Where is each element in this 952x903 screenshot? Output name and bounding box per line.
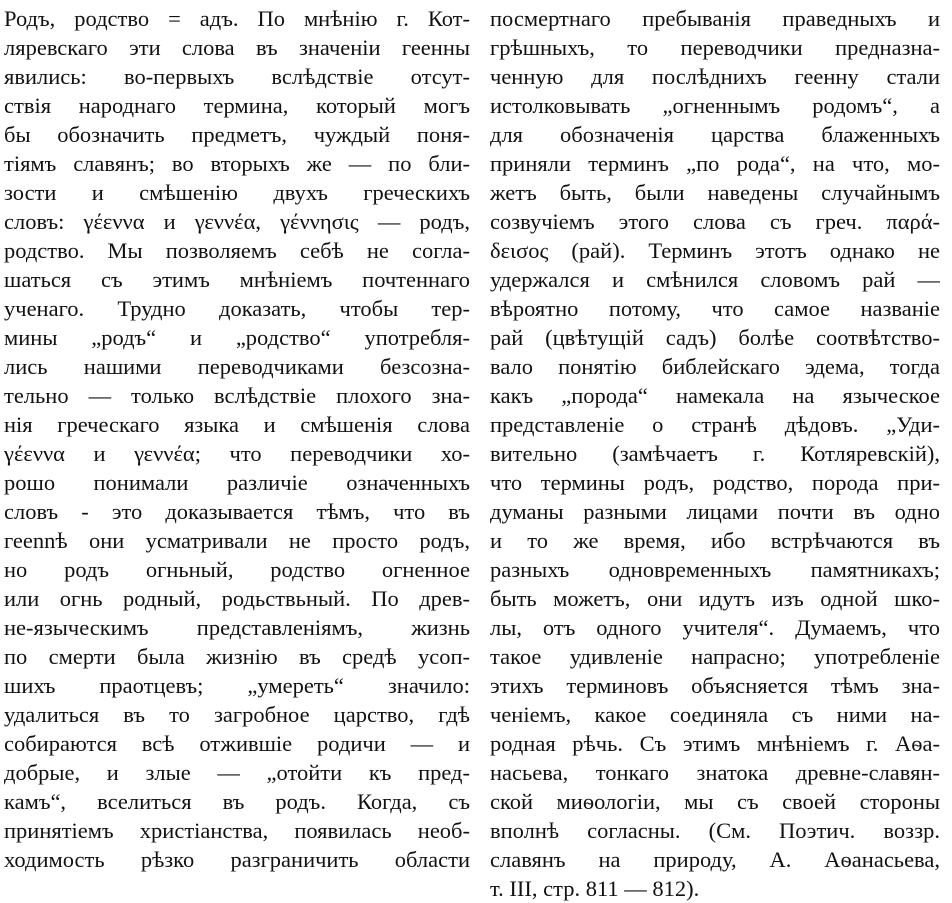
text-line: этихъ терминовъ объясняется тѣмъ зна- [490,673,940,698]
text-line: представленіе о странѣ дѣдовъ. „Уди- [490,412,940,437]
text-line: родство. Мы позволяемъ себѣ не согла- [4,238,470,263]
text-line: словъ: γέεννα и γεννέα, γέννησις — родъ, [4,209,470,234]
text-line: насьева, тонкаго знатока древне-славян- [490,760,940,785]
text-line: быть можетъ, они идутъ изъ одной шко- [490,586,940,611]
text-line: мины „родъ“ и „родство“ употребля- [4,325,470,350]
text-line: вполнѣ согласны. (См. Поэтич. воззр. [490,818,940,843]
text-line: ской миѳологіи, мы съ своей стороны [490,789,940,814]
text-line: или огнь родный, родьствьный. По древ- [4,586,470,611]
text-line: вало понятію библейскаго эдема, тогда [490,354,940,379]
text-line: родная рѣчь. Съ этимъ мнѣніемъ г. Аѳа- [490,731,940,756]
left-column [4,4,470,874]
text-line: нія греческаго языка и смѣшенія слова [4,412,470,437]
text-line: какъ „порода“ намекала на языческое [490,383,940,408]
text-line: что термины родъ, родство, порода при- [490,470,940,495]
text-line: рошо понимали различіе означенныхъ [4,470,470,495]
text-line: т. III, стр. 811 — 812). [490,876,700,901]
text-line: зости и смѣшенію двухъ греческихъ [4,180,470,205]
text-line: ченную для послѣднихъ геенну стали [490,64,940,89]
text-line: по смерти была жизнію въ средѣ усоп- [4,644,470,669]
text-line: вительно (замѣчаетъ г. Котляревскій), [490,441,940,466]
text-line: явились: во-первыхъ вслѣдствіе отсут- [4,64,470,89]
text-line: удалиться въ то загробное царство, гдѣ [4,702,470,727]
text-line: удержался и смѣнился словомъ рай — [490,267,940,292]
text-line: ученаго. Трудно доказать, чтобы тер- [4,296,470,321]
text-line: лы, отъ одного учителя“. Думаемъ, что [490,615,940,640]
right-column [490,4,940,903]
text-line: для обозначенія царства блаженныхъ [490,122,940,147]
text-line: Родъ, родство = адъ. По мнѣнію г. Кот- [4,6,470,31]
text-line: ходимость рѣзко разграничить области [4,847,470,872]
text-line: ствія народнаго термина, который могъ [4,93,470,118]
text-line: словъ - это доказывается тѣмъ, что въ [4,499,470,524]
text-line: принятіемъ христіанства, появилась необ- [4,818,470,843]
text-line: приняли терминъ „по рода“, на что, мо- [490,151,940,176]
text-line: разныхъ одновременныхъ памятникахъ; [490,557,940,582]
text-line: жетъ быть, были наведены случайнымъ [490,180,940,205]
text-line: γέεννα и γεννέα; что переводчики хо- [4,441,470,466]
text-line: ляревскаго эти слова въ значеніи геенны [4,35,470,60]
text-line: рай (цвѣтущій садъ) болѣе соотвѣтство- [490,325,940,350]
text-line: посмертнаго пребыванія праведныхъ и [490,6,940,31]
text-line: истолковывать „огненнымъ родомъ“, а [490,93,940,118]
text-line: такое удивленіе напрасно; употребленіе [490,644,940,669]
text-line: δεισος (рай). Терминъ этотъ однако не [490,238,940,263]
text-line: думаны разными лицами почти въ одно [490,499,940,524]
text-line: тіямъ славянъ; во вторыхъ же — по бли- [4,151,470,176]
text-line: бы обозначить предметъ, чуждый поня- [4,122,470,147]
text-line: лись нашими переводчиками безсозна- [4,354,470,379]
text-line: и то же время, ибо встрѣчаются въ [490,528,940,553]
text-line: созвучіемъ этого слова съ греч. παρά- [490,209,940,234]
text-line: тельно — только вслѣдствіе плохого зна- [4,383,470,408]
text-line: геennѣ они усматривали не просто родъ, [4,528,470,553]
text-line: но родъ огньный, родство огненное [4,557,470,582]
text-line: славянъ на природу, А. Аѳанасьева, [490,847,940,872]
text-line: камъ“, вселиться въ родъ. Когда, съ [4,789,470,814]
text-line: ченіемъ, какое соединяла съ ними на- [490,702,940,727]
text-line: грѣшныхъ, то переводчики предназна- [490,35,940,60]
text-line: не-языческимъ представленіямъ, жизнь [4,615,470,640]
text-line: шихъ праотцевъ; „умереть“ значило: [4,673,470,698]
text-line: шаться съ этимъ мнѣніемъ почтеннаго [4,267,470,292]
text-line: вѣроятно потому, что самое названіе [490,296,940,321]
text-line: добрые, и злые — „отойти къ пред- [4,760,470,785]
text-line: собираются всѣ отжившіе родичи — и [4,731,470,756]
